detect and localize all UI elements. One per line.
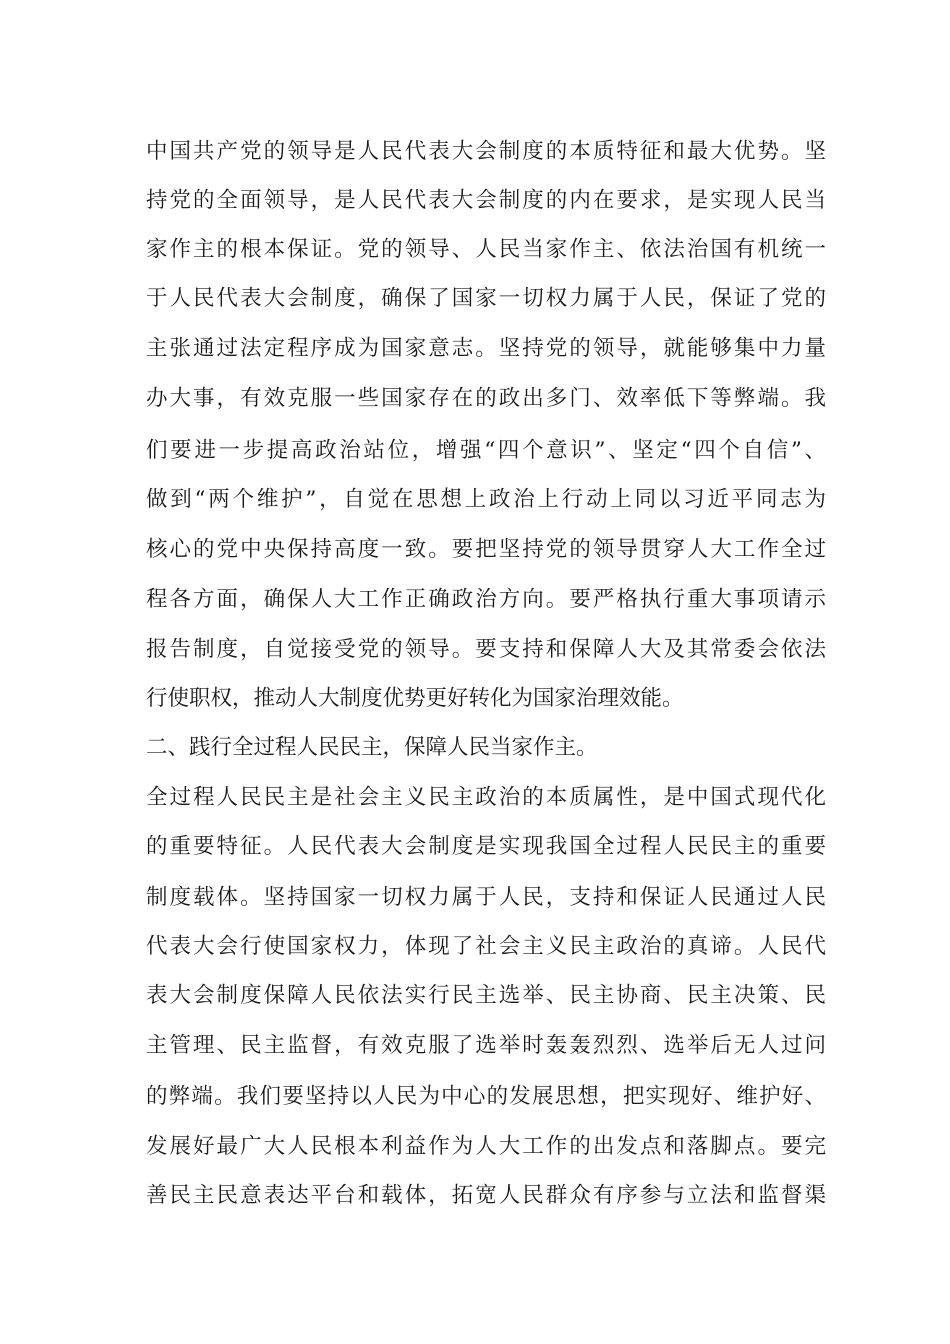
paragraph-2-line: 善民主民意表达平台和载体，拓宽人民群众有序参与立法和监督渠 <box>146 1183 826 1208</box>
paragraph-1-line: 核心的党中央保持高度一致。要把坚持党的领导贯穿人大工作全过 <box>146 537 826 562</box>
paragraph-2-line: 的弊端。我们要坚持以人民为中心的发展思想，把实现好、维护好、 <box>146 1084 826 1109</box>
paragraph-1-line: 们要进一步提高政治站位，增强“四个意识”、坚定“四个自信”、 <box>146 438 826 463</box>
paragraph-1-line: 行使职权，推动人大制度优势更好转化为国家治理效能。 <box>146 686 684 711</box>
paragraph-1-line: 中国共产党的领导是人民代表大会制度的本质特征和最大优势。坚 <box>146 139 826 164</box>
paragraph-1-line: 程各方面，确保人大工作正确政治方向。要严格执行重大事项请示 <box>146 587 826 612</box>
paragraph-1-line: 报告制度，自觉接受党的领导。要支持和保障人大及其常委会依法 <box>146 637 826 662</box>
paragraph-1-line: 持党的全面领导，是人民代表大会制度的内在要求，是实现人民当 <box>146 188 826 213</box>
paragraph-2-line: 主管理、民主监督，有效克服了选举时轰轰烈烈、选举后无人过问 <box>146 1033 826 1058</box>
section-heading: 二、践行全过程人民民主，保障人民当家作主。 <box>146 735 598 760</box>
paragraph-1-line: 主张通过法定程序成为国家意志。坚持党的领导，就能够集中力量 <box>146 336 826 361</box>
paragraph-1-line: 做到“两个维护”，自觉在思想上政治上行动上同以习近平同志为 <box>146 487 826 512</box>
paragraph-2-line: 代表大会行使国家权力，体现了社会主义民主政治的真谛。人民代 <box>146 934 826 959</box>
paragraph-2-line: 的重要特征。人民代表大会制度是实现我国全过程人民民主的重要 <box>146 834 826 859</box>
paragraph-2-line: 表大会制度保障人民依法实行民主选举、民主协商、民主决策、民 <box>146 983 826 1008</box>
paragraph-2-line: 全过程人民民主是社会主义民主政治的本质属性，是中国式现代化 <box>146 785 826 810</box>
paragraph-2-line: 制度载体。坚持国家一切权力属于人民，支持和保证人民通过人民 <box>146 885 826 910</box>
paragraph-1-line: 办大事，有效克服一些国家存在的政出多门、效率低下等弊端。我 <box>146 386 826 411</box>
paragraph-1-line: 于人民代表大会制度，确保了国家一切权力属于人民，保证了党的 <box>146 286 826 311</box>
paragraph-1-line: 家作主的根本保证。党的领导、人民当家作主、依法治国有机统一 <box>146 237 826 262</box>
paragraph-2-line: 发展好最广大人民根本利益作为人大工作的出发点和落脚点。要完 <box>146 1134 826 1159</box>
